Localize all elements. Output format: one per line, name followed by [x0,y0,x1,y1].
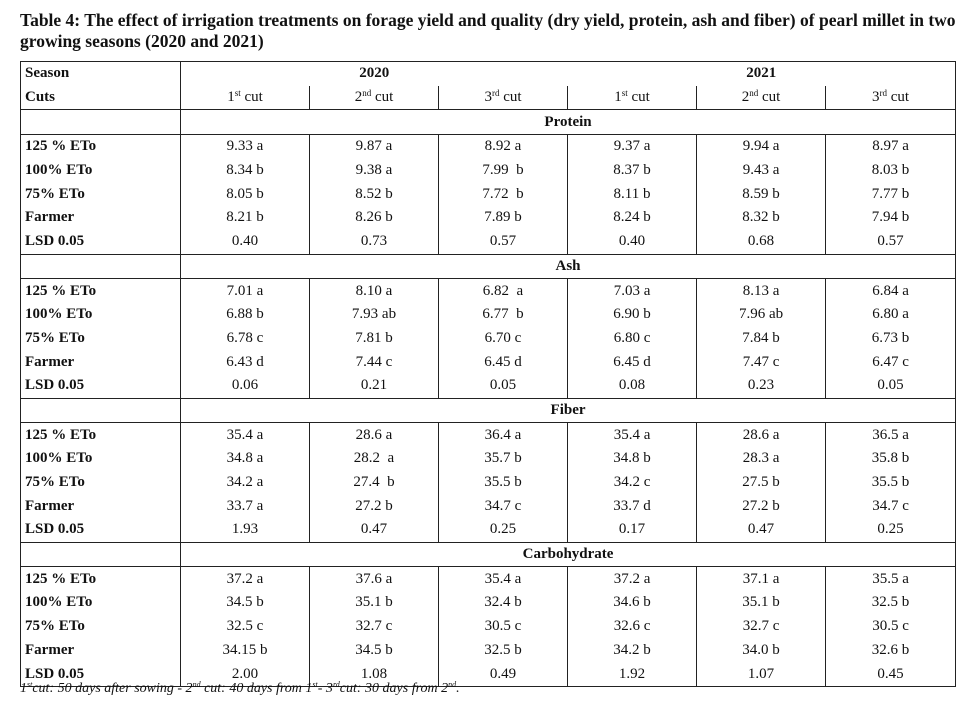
row-label: Farmer [21,494,181,518]
cut-word: cut [503,89,522,106]
table-cell: 35.1 b [697,591,826,615]
table-cell: 7.84 b [697,327,826,351]
table-cell: 6.70 c [439,327,568,351]
table-cell: 0.25 [439,518,568,542]
cut-word: cut [244,89,263,106]
table-cell: 0.40 [568,230,697,254]
row-label: 100% ETo [21,303,181,327]
table-cell: 6.73 b [826,327,956,351]
table-cell: 28.2 a [310,447,439,471]
row-label: 125 % ETo [21,279,181,303]
results-table [20,61,956,687]
table-cell: 1.07 [697,662,826,686]
section-title-row [21,398,956,423]
table-cell: 35.5 b [439,471,568,495]
cuts-label: Cuts [21,86,181,110]
row-label: 75% ETo [21,182,181,206]
row-label: Farmer [21,350,181,374]
table-row [21,639,956,663]
table-cell: 6.78 c [181,327,310,351]
table-cell: 0.45 [826,662,956,686]
table-cell: 35.4 a [181,423,310,447]
table-cell: 0.08 [568,374,697,398]
year-2020-header: 2020 [181,62,568,86]
table-cell: 0.49 [439,662,568,686]
table-cell: 8.34 b [181,159,310,183]
table-row [21,206,956,230]
table-cell: 9.38 a [310,159,439,183]
table-cell: 2.00 [181,662,310,686]
table-cell: 37.6 a [310,567,439,591]
table-cell: 32.5 b [439,639,568,663]
season-header-row [21,62,956,86]
table-cell: 8.26 b [310,206,439,230]
cut-ordinal-suffix: st [234,88,241,99]
table-cell: 9.94 a [697,135,826,159]
row-label: 75% ETo [21,615,181,639]
table-cell: 32.6 b [826,639,956,663]
table-cell: 7.94 b [826,206,956,230]
table-cell: 8.37 b [568,159,697,183]
table-cell: 34.5 b [310,639,439,663]
footnote-superscript: nd [192,680,201,689]
table-cell: 34.6 b [568,591,697,615]
table-cell: 7.77 b [826,182,956,206]
table-cell: 7.81 b [310,327,439,351]
section-blank-cell [21,110,181,135]
table-cell: 32.5 c [181,615,310,639]
cut-ordinal-suffix: rd [879,88,887,99]
table-row [21,518,956,542]
cuts-header-row [21,86,956,110]
section-title: Carbohydrate [181,542,956,567]
table-row [21,279,956,303]
table-row [21,591,956,615]
table-cell: 0.47 [697,518,826,542]
table-cell: 34.2 c [568,471,697,495]
table-cell: 27.2 b [310,494,439,518]
table-cell: 8.21 b [181,206,310,230]
section-blank-cell [21,398,181,423]
table-cell: 8.52 b [310,182,439,206]
footnote-text: . [456,681,460,696]
table-row [21,567,956,591]
table-cell: 27.2 b [697,494,826,518]
row-label: LSD 0.05 [21,662,181,686]
table-cell: 6.90 b [568,303,697,327]
table-cell: 33.7 a [181,494,310,518]
table-row [21,182,956,206]
table-body [21,62,956,687]
cut-ordinal-suffix: rd [491,88,500,99]
table-cell: 7.96 ab [697,303,826,327]
cut-ordinal-suffix: st [621,88,628,99]
row-label: Farmer [21,639,181,663]
table-cell: 8.11 b [568,182,697,206]
table-cell: 0.68 [697,230,826,254]
table-cell: 8.05 b [181,182,310,206]
section-blank-cell [21,254,181,279]
row-label: 100% ETo [21,591,181,615]
footnote-superscript: st [27,680,33,689]
row-label: Farmer [21,206,181,230]
section-title-row [21,254,956,279]
table-cell: 7.93 ab [310,303,439,327]
section-title: Ash [181,254,956,279]
table-row [21,327,956,351]
table-cell: 28.3 a [697,447,826,471]
table-cell: 7.47 c [697,350,826,374]
row-label: LSD 0.05 [21,374,181,398]
cut-word: cut [890,89,910,106]
cut-number: 2 [354,89,363,106]
footnote-text: cut: 30 days from 2 [339,681,449,696]
table-cell: 7.03 a [568,279,697,303]
table-cell: 37.2 a [181,567,310,591]
table-cell: 8.32 b [697,206,826,230]
table-cell: 9.87 a [310,135,439,159]
table-row [21,374,956,398]
table-cell: 35.8 b [826,447,956,471]
table-row [21,615,956,639]
table-cell: 8.10 a [310,279,439,303]
table-cell: 0.17 [568,518,697,542]
table-cell: 7.01 a [181,279,310,303]
table-cell: 37.1 a [697,567,826,591]
section-title-row [21,110,956,135]
table-cell: 7.89 b [439,206,568,230]
table-cell: 28.6 a [310,423,439,447]
table-cell: 6.84 a [826,279,956,303]
table-cell: 9.33 a [181,135,310,159]
season-label: Season [21,62,181,86]
table-cell: 34.2 b [568,639,697,663]
table-cell: 8.92 a [439,135,568,159]
table-footnote [20,680,460,698]
row-label: 125 % ETo [21,423,181,447]
cut-word: cut [761,89,781,106]
cut-header [310,86,439,110]
table-cell: 7.99 b [439,159,568,183]
table-cell: 27.5 b [697,471,826,495]
footnote-superscript: nd [448,680,457,689]
table-cell: 0.06 [181,374,310,398]
table-cell: 6.82 a [439,279,568,303]
table-cell: 28.6 a [697,423,826,447]
table-cell: 9.43 a [697,159,826,183]
table-cell: 32.6 c [568,615,697,639]
table-cell: 27.4 b [310,471,439,495]
footnote-superscript: st [312,680,318,689]
section-title: Fiber [181,398,956,423]
table-cell: 9.37 a [568,135,697,159]
table-cell: 0.73 [310,230,439,254]
table-cell: 37.2 a [568,567,697,591]
footnote-text: cut: 40 days from 1 [200,681,313,696]
cut-header [181,86,310,110]
cut-number: 3 [872,89,880,106]
table-cell: 32.7 c [310,615,439,639]
table-cell: 8.03 b [826,159,956,183]
table-cell: 0.47 [310,518,439,542]
table-cell: 34.8 b [568,447,697,471]
table-row [21,303,956,327]
cut-ordinal-suffix: nd [362,88,372,99]
table-cell: 35.5 a [826,567,956,591]
cut-header [568,86,697,110]
cut-number: 3 [484,89,492,106]
table-cell: 32.7 c [697,615,826,639]
cut-header [439,86,568,110]
table-cell: 6.43 d [181,350,310,374]
cut-number: 1 [227,89,235,106]
table-cell: 36.4 a [439,423,568,447]
table-cell: 30.5 c [826,615,956,639]
table-cell: 7.72 b [439,182,568,206]
table-cell: 6.80 a [826,303,956,327]
table-cell: 30.5 c [439,615,568,639]
row-label: 75% ETo [21,327,181,351]
table-cell: 34.15 b [181,639,310,663]
table-cell: 36.5 a [826,423,956,447]
row-label: LSD 0.05 [21,230,181,254]
table-cell: 6.88 b [181,303,310,327]
table-cell: 0.40 [181,230,310,254]
table-cell: 34.8 a [181,447,310,471]
table-caption: Table 4: The effect of irrigation treatments on forage yield and quality (dry yield, protein, ash and fiber) of pearl millet in two growing seasons (2020 and 2021) [20,10,956,51]
table-row [21,471,956,495]
table-cell: 32.5 b [826,591,956,615]
footnote-superscript: rd [332,680,340,689]
table-row [21,447,956,471]
table-cell: 32.4 b [439,591,568,615]
row-label: 100% ETo [21,447,181,471]
table-cell: 1.08 [310,662,439,686]
table-cell: 8.97 a [826,135,956,159]
row-label: 125 % ETo [21,567,181,591]
footnote-text: 1 [20,681,27,696]
table-cell: 34.2 a [181,471,310,495]
table-row [21,135,956,159]
footnote-text: cut: 50 days after sowing - 2 [32,681,193,696]
table-cell: 35.4 a [439,567,568,591]
table-cell: 8.24 b [568,206,697,230]
row-label: 125 % ETo [21,135,181,159]
table-cell: 0.05 [826,374,956,398]
table-cell: 8.13 a [697,279,826,303]
year-2021-header: 2021 [568,62,956,86]
table-row [21,494,956,518]
table-cell: 35.1 b [310,591,439,615]
row-label: 100% ETo [21,159,181,183]
table-cell: 35.7 b [439,447,568,471]
table-cell: 0.05 [439,374,568,398]
table-cell: 0.25 [826,518,956,542]
cut-word: cut [374,89,394,106]
table-cell: 6.77 b [439,303,568,327]
cut-ordinal-suffix: nd [749,88,759,99]
cut-number: 1 [614,89,622,106]
table-cell: 34.0 b [697,639,826,663]
table-row [21,230,956,254]
row-label: 75% ETo [21,471,181,495]
table-cell: 8.59 b [697,182,826,206]
table-cell: 34.7 c [826,494,956,518]
table-cell: 0.57 [826,230,956,254]
table-cell: 7.44 c [310,350,439,374]
table-cell: 6.80 c [568,327,697,351]
cut-word: cut [631,89,650,106]
table-cell: 6.47 c [826,350,956,374]
section-title-row [21,542,956,567]
table-row [21,350,956,374]
section-title: Protein [181,110,956,135]
table-cell: 35.4 a [568,423,697,447]
table-cell: 1.92 [568,662,697,686]
footnote-text: - 3 [317,681,333,696]
table-cell: 0.21 [310,374,439,398]
cut-number: 2 [741,89,750,106]
table-cell: 0.57 [439,230,568,254]
row-label: LSD 0.05 [21,518,181,542]
table-cell: 35.5 b [826,471,956,495]
table-cell: 0.23 [697,374,826,398]
table-row [21,159,956,183]
table-cell: 34.5 b [181,591,310,615]
table-cell: 6.45 d [568,350,697,374]
table-cell: 1.93 [181,518,310,542]
table-cell: 34.7 c [439,494,568,518]
cut-header [826,86,956,110]
table-row [21,423,956,447]
cut-header [697,86,826,110]
table-cell: 6.45 d [439,350,568,374]
table-cell: 33.7 d [568,494,697,518]
section-blank-cell [21,542,181,567]
